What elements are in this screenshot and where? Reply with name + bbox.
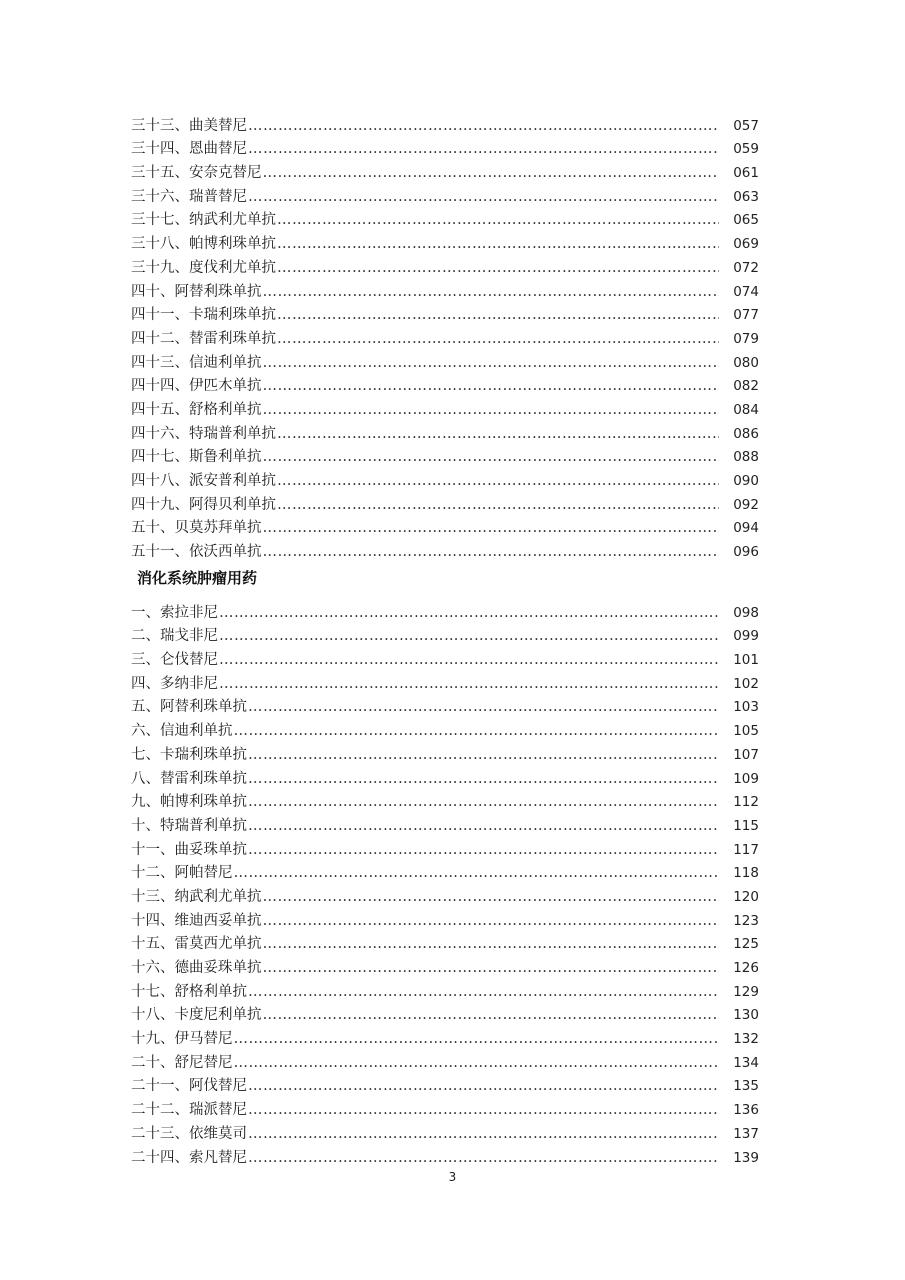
dot-leader (248, 697, 719, 717)
toc-entry-page: 090 (733, 473, 759, 489)
toc-entry[interactable] (131, 207, 759, 231)
dot-leader (248, 745, 719, 765)
toc-entry-title: 四十二、替雷利珠单抗 (131, 330, 276, 347)
toc-entry-title: 三十八、帕博利珠单抗 (131, 236, 276, 253)
toc-entry[interactable] (131, 1144, 759, 1168)
dot-leader (263, 400, 720, 420)
toc-entry-page: 057 (733, 117, 759, 134)
toc-entry[interactable] (131, 444, 759, 468)
toc-entry[interactable] (131, 694, 759, 718)
toc-entry-title: 十三、纳武利尤单抗 (131, 888, 262, 905)
toc-entry-title: 五十、贝莫苏拜单抗 (131, 520, 262, 537)
toc-entry[interactable] (131, 302, 759, 326)
toc-entry[interactable] (131, 883, 759, 907)
dot-leader (263, 353, 720, 373)
toc-entry[interactable] (131, 646, 759, 670)
toc-entry-title: 四十八、派安普利单抗 (131, 473, 276, 489)
section-heading: 消化系统肿瘤用药 (137, 569, 258, 587)
dot-leader (277, 305, 719, 325)
toc-entry-page: 096 (733, 544, 759, 561)
toc-entry-title: 五、阿替利珠单抗 (131, 699, 247, 716)
toc-list-continued (131, 112, 759, 562)
toc-entry-page: 103 (733, 699, 759, 716)
dot-leader (219, 626, 719, 646)
toc-entry-page: 132 (733, 1031, 759, 1048)
toc-entry[interactable] (131, 325, 759, 349)
toc-entry-page: 065 (733, 212, 759, 229)
toc-entry-page: 061 (733, 165, 759, 182)
toc-entry-title: 四十六、特瑞普利单抗 (131, 425, 276, 442)
dot-leader (263, 911, 720, 931)
toc-entry-page: 137 (733, 1125, 759, 1142)
dot-leader (277, 329, 719, 349)
dot-leader (263, 887, 720, 907)
dot-leader (263, 542, 720, 562)
dot-leader (248, 1076, 719, 1096)
dot-leader (277, 258, 719, 278)
dot-leader (234, 1029, 720, 1049)
toc-entry-title: 三十六、瑞普替尼 (131, 188, 247, 205)
dot-leader (263, 518, 720, 538)
toc-entry[interactable] (131, 159, 759, 183)
toc-entry-title: 四十五、舒格利单抗 (131, 401, 262, 418)
toc-entry-title: 四十、阿替利珠单抗 (131, 283, 262, 300)
dot-leader (263, 163, 720, 183)
toc-entry-page: 088 (733, 449, 759, 466)
page-number: 3 (448, 1170, 457, 1184)
dot-leader (248, 816, 719, 836)
toc-entry[interactable] (131, 278, 759, 302)
toc-entry-page: 069 (733, 236, 759, 253)
toc-entry[interactable] (131, 812, 759, 836)
toc-entry[interactable] (131, 230, 759, 254)
dot-leader (263, 958, 720, 978)
toc-entry-title: 七、卡瑞利珠单抗 (131, 746, 247, 763)
dot-leader (234, 863, 720, 883)
toc-entry-title: 四、多纳非尼 (131, 675, 218, 692)
dot-leader (219, 674, 719, 694)
toc-entry-title: 十六、德曲妥珠单抗 (131, 960, 262, 976)
dot-leader (277, 424, 719, 444)
toc-entry-page: 098 (733, 604, 759, 621)
toc-entry-title: 三十九、度伐利尤单抗 (131, 259, 276, 276)
toc-entry-page: 123 (733, 912, 759, 929)
toc-entry-title: 八、替雷利珠单抗 (131, 770, 247, 787)
toc-entry[interactable] (131, 623, 759, 647)
toc-entry-title: 十一、曲妥珠单抗 (131, 841, 247, 858)
dot-leader (248, 982, 719, 1002)
dot-leader (248, 840, 719, 860)
dot-leader (263, 1005, 720, 1025)
toc-entry[interactable] (131, 538, 759, 562)
toc-entry-page: 112 (733, 794, 759, 811)
toc-entry-page: 107 (733, 746, 759, 763)
toc-entry-title: 十、特瑞普利单抗 (131, 817, 247, 834)
toc-entry-page: 101 (733, 652, 759, 669)
toc-entry[interactable] (131, 349, 759, 373)
dot-leader (263, 376, 720, 396)
dot-leader (263, 282, 720, 302)
toc-entry[interactable] (131, 1073, 759, 1097)
toc-entry-title: 十五、雷莫西尤单抗 (131, 936, 262, 953)
toc-entry[interactable] (131, 467, 759, 491)
toc-entry[interactable] (131, 860, 759, 884)
toc-entry-title: 二、瑞戈非尼 (131, 628, 218, 645)
dot-leader (248, 139, 719, 159)
toc-entry[interactable] (131, 954, 759, 978)
toc-entry-page: 086 (733, 425, 759, 442)
toc-entry-title: 二十一、阿伐替尼 (131, 1078, 247, 1095)
toc-entry-page: 134 (733, 1054, 759, 1071)
toc-entry-page: 079 (733, 330, 759, 347)
toc-entry-page: 092 (733, 496, 759, 513)
toc-entry[interactable] (131, 836, 759, 860)
toc-entry[interactable] (131, 112, 759, 136)
toc-entry-page: 080 (733, 354, 759, 371)
toc-entry-page: 129 (733, 983, 759, 1000)
dot-leader (234, 1053, 720, 1073)
toc-entry-title: 二十二、瑞派替尼 (131, 1102, 247, 1119)
dot-leader (219, 650, 719, 670)
toc-entry[interactable] (131, 741, 759, 765)
toc-entry-page: 094 (733, 520, 759, 537)
toc-entry[interactable] (131, 1025, 759, 1049)
toc-entry[interactable] (131, 978, 759, 1002)
dot-leader (277, 210, 719, 230)
toc-entry-title: 三、仑伐替尼 (131, 652, 218, 669)
toc-entry[interactable] (131, 1120, 759, 1144)
toc-entry[interactable] (131, 765, 759, 789)
toc-entry[interactable] (131, 1096, 759, 1120)
toc-entry[interactable] (131, 789, 759, 813)
toc-entry-page: 125 (733, 936, 759, 953)
dot-leader (263, 447, 720, 467)
toc-entry[interactable] (131, 373, 759, 397)
toc-entry-title: 六、信迪利单抗 (131, 723, 233, 740)
toc-entry-page: 130 (733, 1007, 759, 1024)
toc-entry-page: 077 (733, 307, 759, 324)
toc-entry[interactable] (131, 717, 759, 741)
toc-entry[interactable] (131, 491, 759, 515)
toc-entry-title: 四十九、阿得贝利单抗 (131, 496, 276, 513)
toc-entry[interactable] (131, 396, 759, 420)
toc-entry-title: 五十一、依沃西单抗 (131, 544, 262, 561)
toc-entry-page: 109 (733, 770, 759, 787)
toc-list-digestive (131, 599, 759, 1168)
toc-entry-title: 三十七、纳武利尤单抗 (131, 212, 276, 229)
toc-entry[interactable] (131, 1049, 759, 1073)
dot-leader (277, 234, 719, 254)
toc-entry-page: 082 (733, 378, 759, 395)
toc-entry[interactable] (131, 515, 759, 539)
toc-entry[interactable] (131, 183, 759, 207)
toc-entry-page: 059 (733, 141, 759, 158)
toc-entry[interactable] (131, 420, 759, 444)
toc-entry-title: 十四、维迪西妥单抗 (131, 912, 262, 929)
toc-entry-page: 120 (733, 888, 759, 905)
dot-leader (277, 471, 719, 491)
toc-entry-title: 三十四、恩曲替尼 (131, 141, 247, 158)
toc-entry-page: 136 (733, 1102, 759, 1119)
toc-entry[interactable] (131, 907, 759, 931)
toc-entry-page: 135 (733, 1078, 759, 1095)
toc-entry-page: 084 (733, 401, 759, 418)
toc-entry[interactable] (131, 931, 759, 955)
dot-leader (248, 769, 719, 789)
toc-entry[interactable] (131, 136, 759, 160)
toc-entry-page: 074 (733, 283, 759, 300)
toc-entry-title: 十二、阿帕替尼 (131, 865, 233, 882)
dot-leader (219, 603, 719, 623)
toc-entry-page: 117 (733, 841, 759, 858)
toc-entry[interactable] (131, 670, 759, 694)
toc-entry-page: 105 (733, 723, 759, 740)
toc-entry-title: 二十四、索凡替尼 (131, 1149, 247, 1166)
toc-entry-title: 二十、舒尼替尼 (131, 1054, 233, 1071)
dot-leader (248, 116, 719, 136)
toc-entry[interactable] (131, 1002, 759, 1026)
toc-entry-title: 九、帕博利珠单抗 (131, 794, 247, 811)
toc-entry[interactable] (131, 254, 759, 278)
toc-entry-page: 139 (733, 1149, 759, 1166)
toc-entry-title: 三十三、曲美替尼 (131, 117, 247, 134)
toc-entry-page: 063 (733, 188, 759, 205)
toc-entry-title: 四十七、斯鲁利单抗 (131, 449, 262, 466)
toc-entry-page: 118 (733, 865, 759, 882)
toc-entry[interactable] (131, 599, 759, 623)
dot-leader (248, 1148, 719, 1168)
toc-entry-title: 四十三、信迪利单抗 (131, 354, 262, 371)
toc-entry-title: 十七、舒格利单抗 (131, 983, 247, 1000)
toc-entry-title: 三十五、安奈克替尼 (131, 165, 262, 182)
toc-entry-title: 十九、伊马替尼 (131, 1031, 233, 1048)
toc-entry-page: 072 (733, 259, 759, 276)
dot-leader (248, 187, 719, 207)
dot-leader (248, 1100, 719, 1120)
toc-entry-page: 099 (733, 628, 759, 645)
dot-leader (277, 495, 719, 515)
toc-entry-page: 115 (733, 817, 759, 834)
dot-leader (248, 792, 719, 812)
dot-leader (248, 1124, 719, 1144)
toc-entry-title: 十八、卡度尼利单抗 (131, 1007, 262, 1024)
toc-entry-page: 126 (733, 960, 759, 976)
toc-entry-title: 四十四、伊匹木单抗 (131, 378, 262, 395)
dot-leader (234, 721, 720, 741)
toc-entry-title: 四十一、卡瑞利珠单抗 (131, 307, 276, 324)
dot-leader (263, 934, 720, 954)
toc-entry-title: 一、索拉非尼 (131, 604, 218, 621)
toc-entry-page: 102 (733, 675, 759, 692)
toc-entry-title: 二十三、依维莫司 (131, 1125, 247, 1142)
